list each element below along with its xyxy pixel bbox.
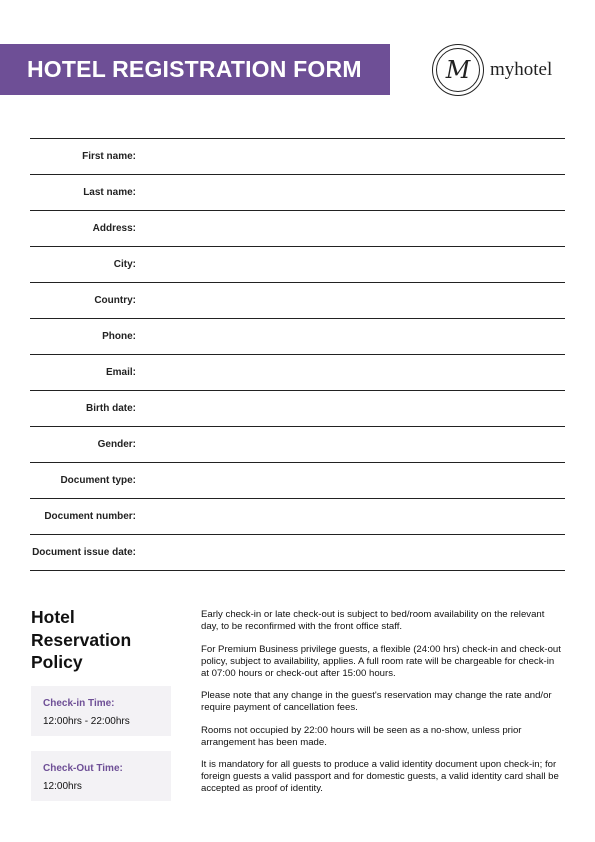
field-label: Last name: xyxy=(83,187,136,198)
form-row-document-type xyxy=(30,463,565,499)
last-name-field[interactable] xyxy=(136,175,565,210)
policy-title: Hotel Reservation Policy xyxy=(31,607,132,672)
field-label: Document type: xyxy=(60,475,136,486)
checkout-time-box xyxy=(31,751,171,801)
form-row-country xyxy=(30,283,565,319)
field-label: Phone: xyxy=(102,331,136,342)
policy-text xyxy=(201,609,563,806)
logo-monogram-circle xyxy=(432,44,484,96)
form-row-document-issue-date xyxy=(30,535,565,571)
document-issue-date-field[interactable] xyxy=(136,535,565,570)
checkin-time-value: 12:00hrs - 22:00hrs xyxy=(43,716,130,727)
field-label: Document issue date: xyxy=(32,547,136,558)
form-row-birth-date xyxy=(30,391,565,427)
first-name-field[interactable] xyxy=(136,139,565,174)
checkout-time-value: 12:00hrs xyxy=(43,781,82,792)
document-number-field[interactable] xyxy=(136,499,565,534)
form-row-email xyxy=(30,355,565,391)
policy-paragraph: Rooms not occupied by 22:00 hours will be seen as a no-show, unless prior arrangement has been made. xyxy=(201,724,522,748)
birth-date-field[interactable] xyxy=(136,391,565,426)
field-label: Gender: xyxy=(97,439,136,450)
policy-paragraph: Early check-in or late check-out is subject to bed/room availability on the relevant day, to be reconfirmed with the front office staff. xyxy=(201,609,545,632)
email-field[interactable] xyxy=(136,355,565,390)
form-row-gender xyxy=(30,427,565,463)
field-label: Address: xyxy=(92,223,136,234)
form-row-last-name xyxy=(30,175,565,211)
field-label: City: xyxy=(113,259,136,270)
field-label: Document number: xyxy=(44,511,136,522)
field-label: First name: xyxy=(82,151,136,162)
field-label: Birth date: xyxy=(86,403,136,414)
country-field[interactable] xyxy=(136,283,565,318)
form-row-city xyxy=(30,247,565,283)
policy-paragraph: For Premium Business privilege guests, a flexible (24:00 hrs) check-in and check-out policy, subject to availability, applies. A full room rate will be chargeable for check-in at 07:00 hours or check-out after 15:00 hours. xyxy=(201,643,561,679)
form-row-phone xyxy=(30,319,565,355)
header-band xyxy=(0,44,390,95)
checkin-time-box xyxy=(31,686,171,736)
document-type-field[interactable] xyxy=(136,463,565,498)
field-label: Country: xyxy=(94,295,136,306)
phone-field[interactable] xyxy=(136,319,565,354)
policy-paragraph: Please note that any change in the guest's reservation may change the rate and/or require payment of cancellation fees. xyxy=(201,690,552,713)
checkin-time-label: Check-in Time: xyxy=(43,698,115,709)
form-row-first-name xyxy=(30,139,565,175)
form-row-document-number xyxy=(30,499,565,535)
field-label: Email: xyxy=(105,367,136,378)
form-row-address xyxy=(30,211,565,247)
logo-monogram: M xyxy=(445,56,471,84)
gender-field[interactable] xyxy=(136,427,565,462)
page-title: HOTEL REGISTRATION FORM xyxy=(27,56,362,82)
registration-form xyxy=(30,138,565,571)
address-field[interactable] xyxy=(136,211,565,246)
logo-name: myhotel xyxy=(490,59,553,80)
policy-paragraph: It is mandatory for all guests to produce a valid identity document upon check-in; for foreign guests a valid passport and for domestic guests, a valid identity card shall be accepted as proof of identity. xyxy=(201,759,559,794)
checkout-time-label: Check-Out Time: xyxy=(43,763,123,774)
hotel-logo xyxy=(432,43,552,97)
city-field[interactable] xyxy=(136,247,565,282)
